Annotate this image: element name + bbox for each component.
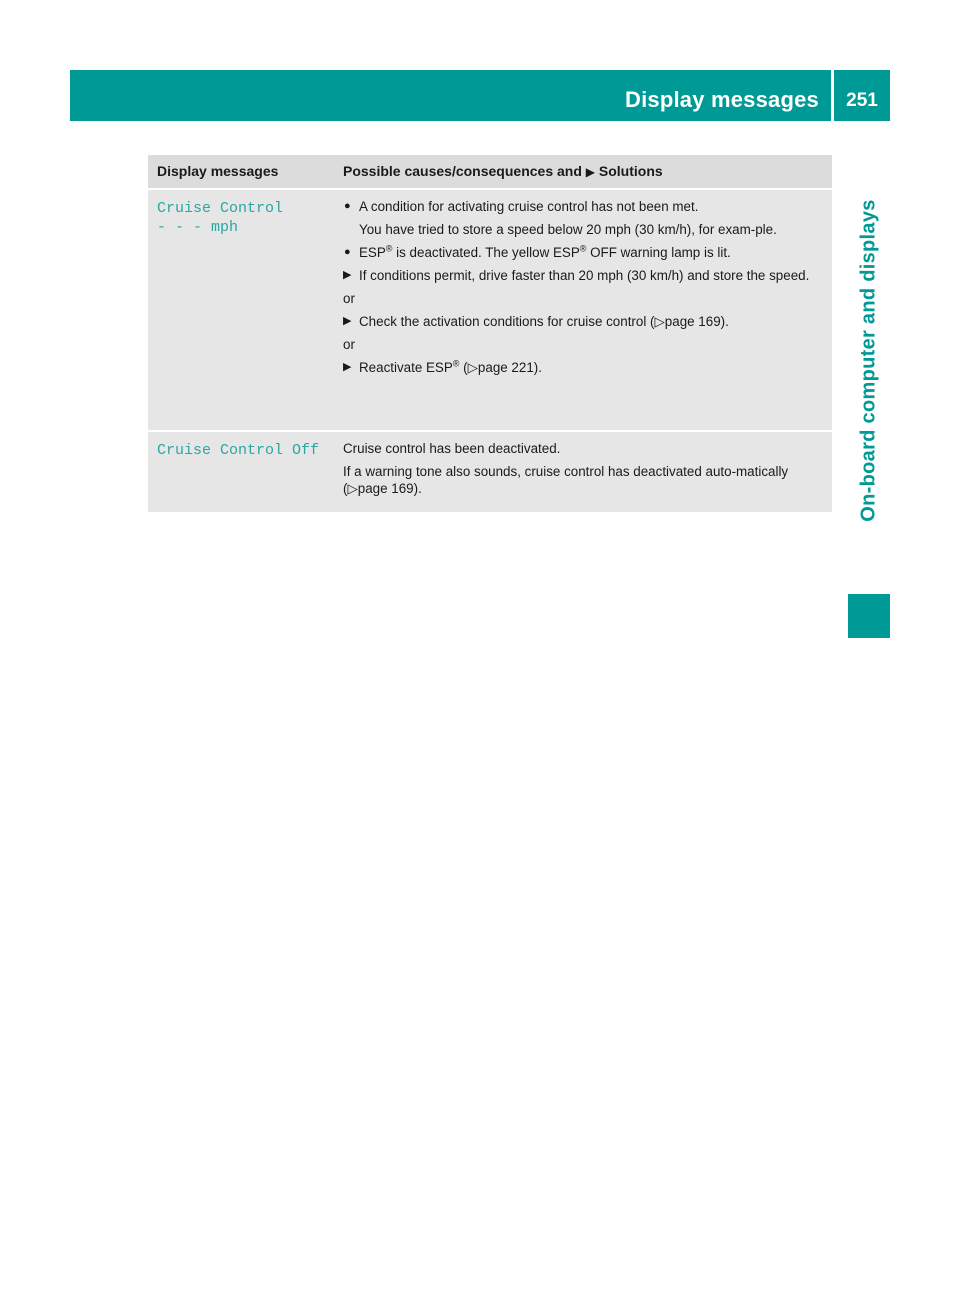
page-reference-link[interactable]: page 169 (664, 314, 721, 329)
bullet-icon: ● (344, 200, 351, 212)
page-number: 251 (834, 70, 890, 121)
cause-text-c: OFF warning lamp is lit. (586, 245, 731, 260)
col-header-causes (335, 155, 832, 189)
bullet-icon: ● (344, 246, 351, 258)
page-ref-arrow-icon: ▷ (347, 481, 358, 496)
col-header-causes-text: Possible causes/consequences and (343, 163, 582, 179)
cause-text-b: is deactivated. The yellow ESP (392, 245, 580, 260)
solution-text-b: ( (459, 360, 468, 375)
cause-text-a: ESP (359, 245, 386, 260)
display-message-line2: - - - mph (157, 219, 239, 236)
registered-mark: ® (579, 243, 587, 254)
solution-step (343, 313, 826, 330)
display-message-cell (148, 431, 335, 512)
page-header-bar (70, 70, 831, 121)
registered-mark: ® (452, 358, 460, 369)
or-text: or (343, 291, 355, 306)
chapter-tab (848, 130, 890, 590)
cause-detail-end: ). (413, 481, 422, 496)
page-ref-arrow-icon: ▷ (654, 314, 665, 329)
page-reference-link[interactable]: page 169 (357, 481, 414, 496)
col-header-solutions-text: Solutions (598, 163, 663, 179)
solution-text-c: ). (533, 360, 542, 375)
table-header-row (148, 155, 832, 189)
cause-detail-text: You have tried to store a speed below 20 mph (30 km/h), for exam-ple. (359, 222, 777, 237)
arrow-right-icon: ▶ (343, 315, 352, 327)
arrow-right-icon: ▶ (343, 269, 352, 281)
solution-step (343, 359, 826, 376)
cause-detail-text: If a warning tone also sounds, cruise control has deactivated auto-matically ( (343, 464, 789, 496)
cause-detail (343, 463, 826, 497)
col-header-display-messages: Display messages (148, 155, 335, 189)
chapter-tab-label: On-board computer and displays (857, 198, 880, 522)
display-message-line1: Cruise Control Off (157, 442, 320, 459)
arrow-right-icon: ▶ (585, 165, 596, 179)
display-messages-table (148, 155, 832, 512)
cause-text: Cruise control has been deactivated. (343, 441, 561, 456)
solution-text-b: ). (720, 314, 729, 329)
arrow-right-icon: ▶ (343, 361, 352, 373)
causes-cell (335, 189, 832, 431)
display-message-cell (148, 189, 335, 431)
solution-text-a: Check the activation conditions for cruise control ( (359, 314, 655, 329)
display-message-line1: Cruise Control (157, 200, 284, 217)
or-text: or (343, 337, 355, 352)
cause-bullet-item (343, 244, 826, 261)
causes-cell (335, 431, 832, 512)
solution-text-a: Reactivate ESP (359, 360, 453, 375)
solution-step (343, 267, 826, 284)
page-title: Display messages (625, 87, 819, 112)
table-row (148, 189, 832, 431)
table-row (148, 431, 832, 512)
cause-text: A condition for activating cruise control has not been met. (359, 199, 699, 214)
page-ref-arrow-icon: ▷ (467, 360, 478, 375)
registered-mark: ® (385, 243, 393, 254)
page-reference-link[interactable]: page 221 (477, 360, 534, 375)
cause-bullet-item (343, 198, 826, 215)
chapter-marker (848, 594, 890, 638)
solution-text: If conditions permit, drive faster than 20 mph (30 km/h) and store the speed. (359, 268, 810, 283)
